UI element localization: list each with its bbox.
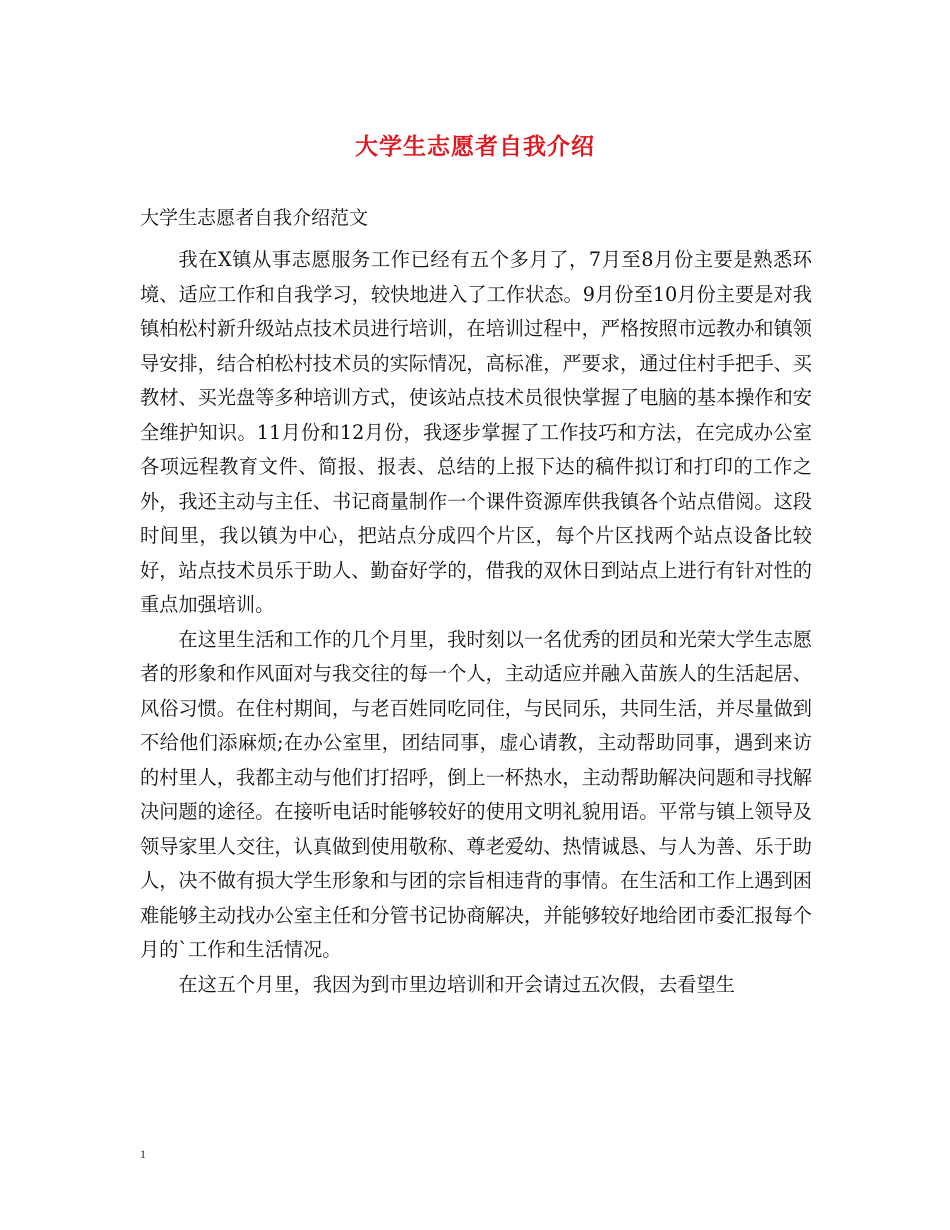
paragraph-1: 我在X镇从事志愿服务工作已经有五个多月了，7月至8月份主要是熟悉环境、适应工作和自我学习，较快地进入了工作状态。9月份至10月份主要是对我镇柏松村新升级站点技术员进行培训，在培训过程中，严格按照市远教办和镇领导安排，结合柏松村技术员的实际情况，高标准，严要求，通过住村手把手、买教材、买光盘等多种培训方式，使该站点技术员很快掌握了电脑的基本操作和安全维护知识。11月份和12月份，我逐步掌握了工作技巧和方法，在完成办公室各项远程教育文件、简报、报表、总结的上报下达的稿件拟订和打印的工作之外，我还主动与主任、书记商量制作一个课件资源库供我镇各个站点借阅。这段时间里，我以镇为中心，把站点分成四个片区，每个片区找两个站点设备比较好，站点技术员乐于助人、勤奋好学的，借我的双休日到站点上进行有针对性的重点加强培训。 [140, 248, 812, 616]
page-number: 1 [140, 1147, 146, 1161]
document-title: 大学生志愿者自我介绍 [355, 133, 595, 160]
document-subtitle: 大学生志愿者自我介绍范文 [140, 207, 369, 229]
paragraph-3: 在这五个月里，我因为到市里边培训和开会请过五次假，去看望生 [178, 972, 735, 996]
document-body [140, 243, 812, 1002]
paragraph-2: 在这里生活和工作的几个月里，我时刻以一名优秀的团员和光荣大学生志愿者的形象和作风面对与我交往的每一个人，主动适应并融入苗族人的生活起居、风俗习惯。在住村期间，与老百姓同吃同住，与民同乐，共同生活，并尽量做到不给他们添麻烦;在办公室里，团结同事，虚心请教，主动帮助同事，遇到来访的村里人，我都主动与他们打招呼，倒上一杯热水，主动帮助解决问题和寻找解决问题的途径。在接听电话时能够较好的使用文明礼貌用语。平常与镇上领导及领导家里人交往，认真做到使用敬称、尊老爱幼、热情诚恳、与人为善、乐于助人，决不做有损大学生形象和与团的宗旨相违背的事情。在生活和工作上遇到困难能够主动找办公室主任和分管书记协商解决，并能够较好地给团市委汇报每个月的`工作和生活情况。 [140, 627, 812, 961]
